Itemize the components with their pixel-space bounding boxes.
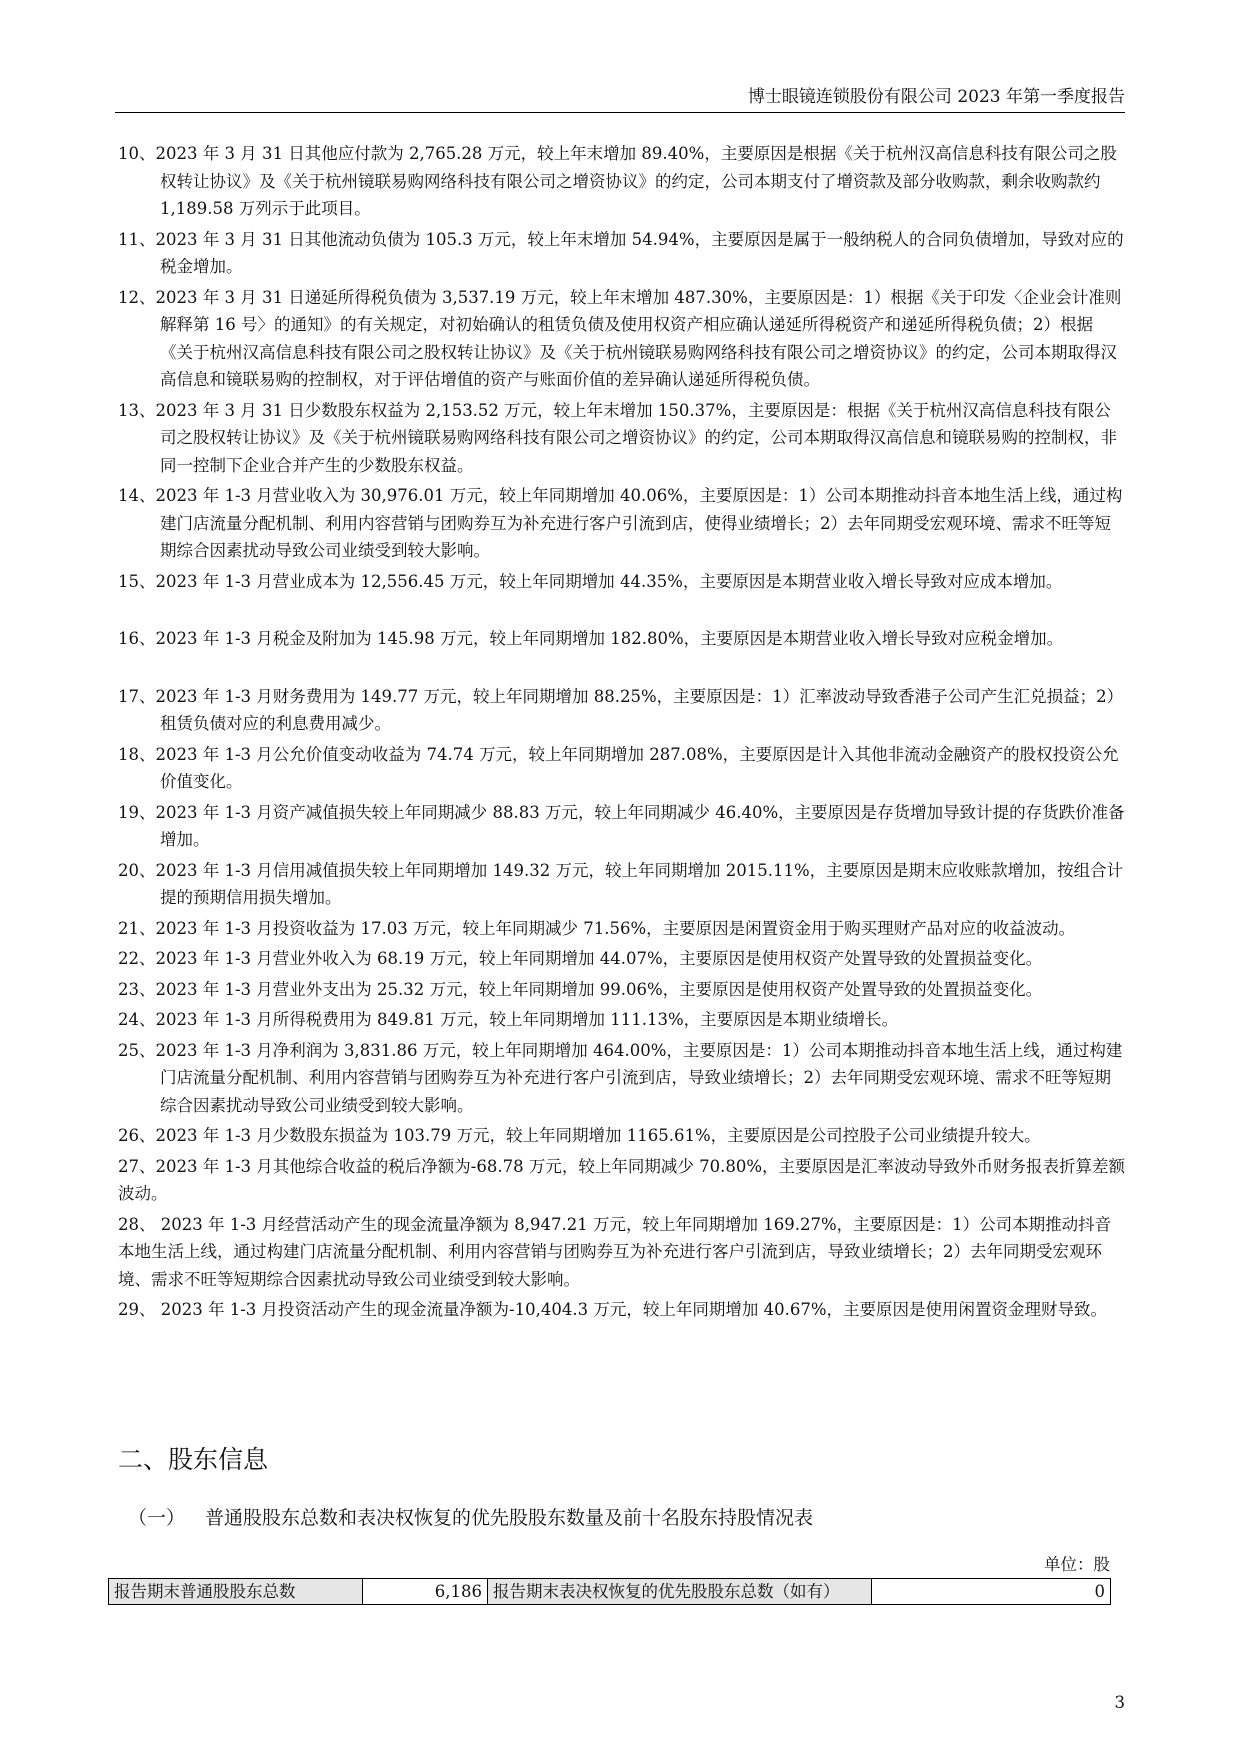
list-item: 29、 2023 年 1-3 月投资活动产生的现金流量净额为-10,404.3 万元，较上年同期增加 40.67%，主要原因是使用闲置资金理财导致。 bbox=[118, 1300, 1107, 1319]
list-item: 11、2023 年 3 月 31 日其他流动负债为 105.3 万元，较上年末增加 54.94%，主要原因是属于一般纳税人的合同负债增加，导致对应的税金增加。 bbox=[118, 229, 1124, 276]
page-number: 3 bbox=[1114, 1693, 1125, 1712]
value-preferred-shareholders: 0 bbox=[872, 1579, 1111, 1605]
list-item: 12、2023 年 3 月 31 日递延所得税负债为 3,537.19 万元，较上年末增加 487.30%，主要原因是：1）根据《关于印发〈企业会计准则解释第 16 号〉的通知》的有关规定，对初始确认的租赁负债及使用权资产相应确认递延所得税资产和递延所得税负债；2）根据《关于杭州汉高信息科技有限公司之股权转让协议》及《关于杭州镜联易购网络科技有限公司之增资协议》的约定，公司本期取得汉高信息和镜联易购的控制权，对于评估增值的资产与账面价值的差异确认递延所得税负债。 bbox=[118, 287, 1122, 389]
list-item: 10、2023 年 3 月 31 日其他应付款为 2,765.28 万元，较上年末增加 89.40%，主要原因是根据《关于杭州汉高信息科技有限公司之股权转让协议》及《关于杭州镜联易购网络科技有限公司之增资协议》的约定，公司本期支付了增资款及部分收购款，剩余收购款约 1,189.58 万列示于此项目。 bbox=[118, 144, 1117, 218]
list-item: 13、2023 年 3 月 31 日少数股东权益为 2,153.52 万元，较上年末增加 150.37%，主要原因是：根据《关于杭州汉高信息科技有限公司之股权转让协议》及《关于杭州镜联易购网络科技有限公司之增资协议》的约定，公司本期取得汉高信息和镜联易购的控制权，非同一控制下企业合并产生的少数股东权益。 bbox=[118, 400, 1117, 475]
section-title: 二、股东信息 bbox=[118, 1445, 269, 1474]
list-item: 25、2023 年 1-3 月净利润为 3,831.86 万元，较上年同期增加 464.00%，主要原因是：1）公司本期推动抖音本地生活上线，通过构建门店流量分配机制、利用内容营销与团购券互为补充进行客户引流到店，导致业绩增长；2）去年同期受宏观环境、需求不旺等短期综合因素扰动导致公司业绩受到较大影响。 bbox=[118, 1040, 1123, 1115]
list-item: 17、2023 年 1-3 月财务费用为 149.77 万元，较上年同期增加 88.25%，主要原因是：1）汇率波动导致香港子公司产生汇兑损益；2）租赁负债对应的利息费用减少。 bbox=[118, 686, 1124, 733]
list-item: 26、2023 年 1-3 月少数股东损益为 103.79 万元，较上年同期增加 1165.61%，主要原因是公司控股子公司业绩提升较大。 bbox=[118, 1126, 1041, 1145]
list-item: 20、2023 年 1-3 月信用减值损失较上年同期增加 149.32 万元，较上年同期增加 2015.11%，主要原因是期末应收账款增加，按组合计提的预期信用损失增加。 bbox=[118, 860, 1124, 907]
value-common-shareholders: 6,186 bbox=[363, 1579, 488, 1605]
label-preferred-shareholders: 报告期末表决权恢复的优先股股东总数（如有） bbox=[488, 1579, 872, 1605]
unit-label: 单位：股 bbox=[1044, 1555, 1110, 1574]
list-item: 19、2023 年 1-3 月资产减值损失较上年同期减少 88.83 万元，较上年同期减少 46.40%，主要原因是存货增加导致计提的存货跌价准备增加。 bbox=[118, 802, 1125, 849]
list-item: 22、2023 年 1-3 月营业外收入为 68.19 万元，较上年同期增加 44.07%，主要原因是使用权资产处置导致的处置损益变化。 bbox=[118, 949, 1043, 968]
list-item: 27、2023 年 1-3 月其他综合收益的税后净额为-68.78 万元，较上年同期减少 70.80%，主要原因是汇率波动导致外币财务报表折算差额波动。 bbox=[118, 1156, 1126, 1203]
page-header bbox=[115, 82, 1125, 113]
list-item: 24、2023 年 1-3 月所得税费用为 849.81 万元，较上年同期增加 111.13%，主要原因是本期业绩增长。 bbox=[118, 1010, 899, 1029]
header-title: 博士眼镜连锁股份有限公司 2023 年第一季度报告 bbox=[747, 87, 1125, 107]
explanation-list bbox=[118, 140, 1125, 1327]
subsection-title: （一） 普通股股东总数和表决权恢复的优先股股东数量及前十名股东持股情况表 bbox=[128, 1507, 814, 1529]
list-item: 14、2023 年 1-3 月营业收入为 30,976.01 万元，较上年同期增加 40.06%，主要原因是：1）公司本期推动抖音本地生活上线，通过构建门店流量分配机制、利用内容营销与团购券互为补充进行客户引流到店，使得业绩增长；2）去年同期受宏观环境、需求不旺等短期综合因素扰动导致公司业绩受到较大影响。 bbox=[118, 486, 1123, 560]
list-item: 23、2023 年 1-3 月营业外支出为 25.32 万元，较上年同期增加 99.06%，主要原因是使用权资产处置导致的处置损益变化。 bbox=[118, 979, 1043, 999]
shareholder-summary-table bbox=[108, 1578, 1111, 1605]
table-row bbox=[109, 1579, 1111, 1605]
list-item: 21、2023 年 1-3 月投资收益为 17.03 万元，较上年同期减少 71.56%，主要原因是闲置资金用于购买理财产品对应的收益波动。 bbox=[118, 918, 1076, 938]
list-item: 18、2023 年 1-3 月公允价值变动收益为 74.74 万元，较上年同期增加 287.08%，主要原因是计入其他非流动金融资产的股权投资公允价值变化。 bbox=[118, 744, 1119, 791]
list-item: 28、 2023 年 1-3 月经营活动产生的现金流量净额为 8,947.21 万元，较上年同期增加 169.27%，主要原因是：1）公司本期推动抖音本地生活上线，通过构建门店流量分配机制、利用内容营销与团购券互为补充进行客户引流到店，导致业绩增长；2）去年同期受宏观环境、需求不旺等短期综合因素扰动导致公司业绩受到较大影响。 bbox=[118, 1214, 1112, 1289]
list-item: 15、2023 年 1-3 月营业成本为 12,556.45 万元，较上年同期增加 44.35%，主要原因是本期营业收入增长导致对应成本增加。 bbox=[118, 571, 1063, 591]
label-common-shareholders: 报告期末普通股股东总数 bbox=[109, 1579, 363, 1605]
list-item: 16、2023 年 1-3 月税金及附加为 145.98 万元，较上年同期增加 182.80%，主要原因是本期营业收入增长导致对应税金增加。 bbox=[118, 629, 1064, 648]
